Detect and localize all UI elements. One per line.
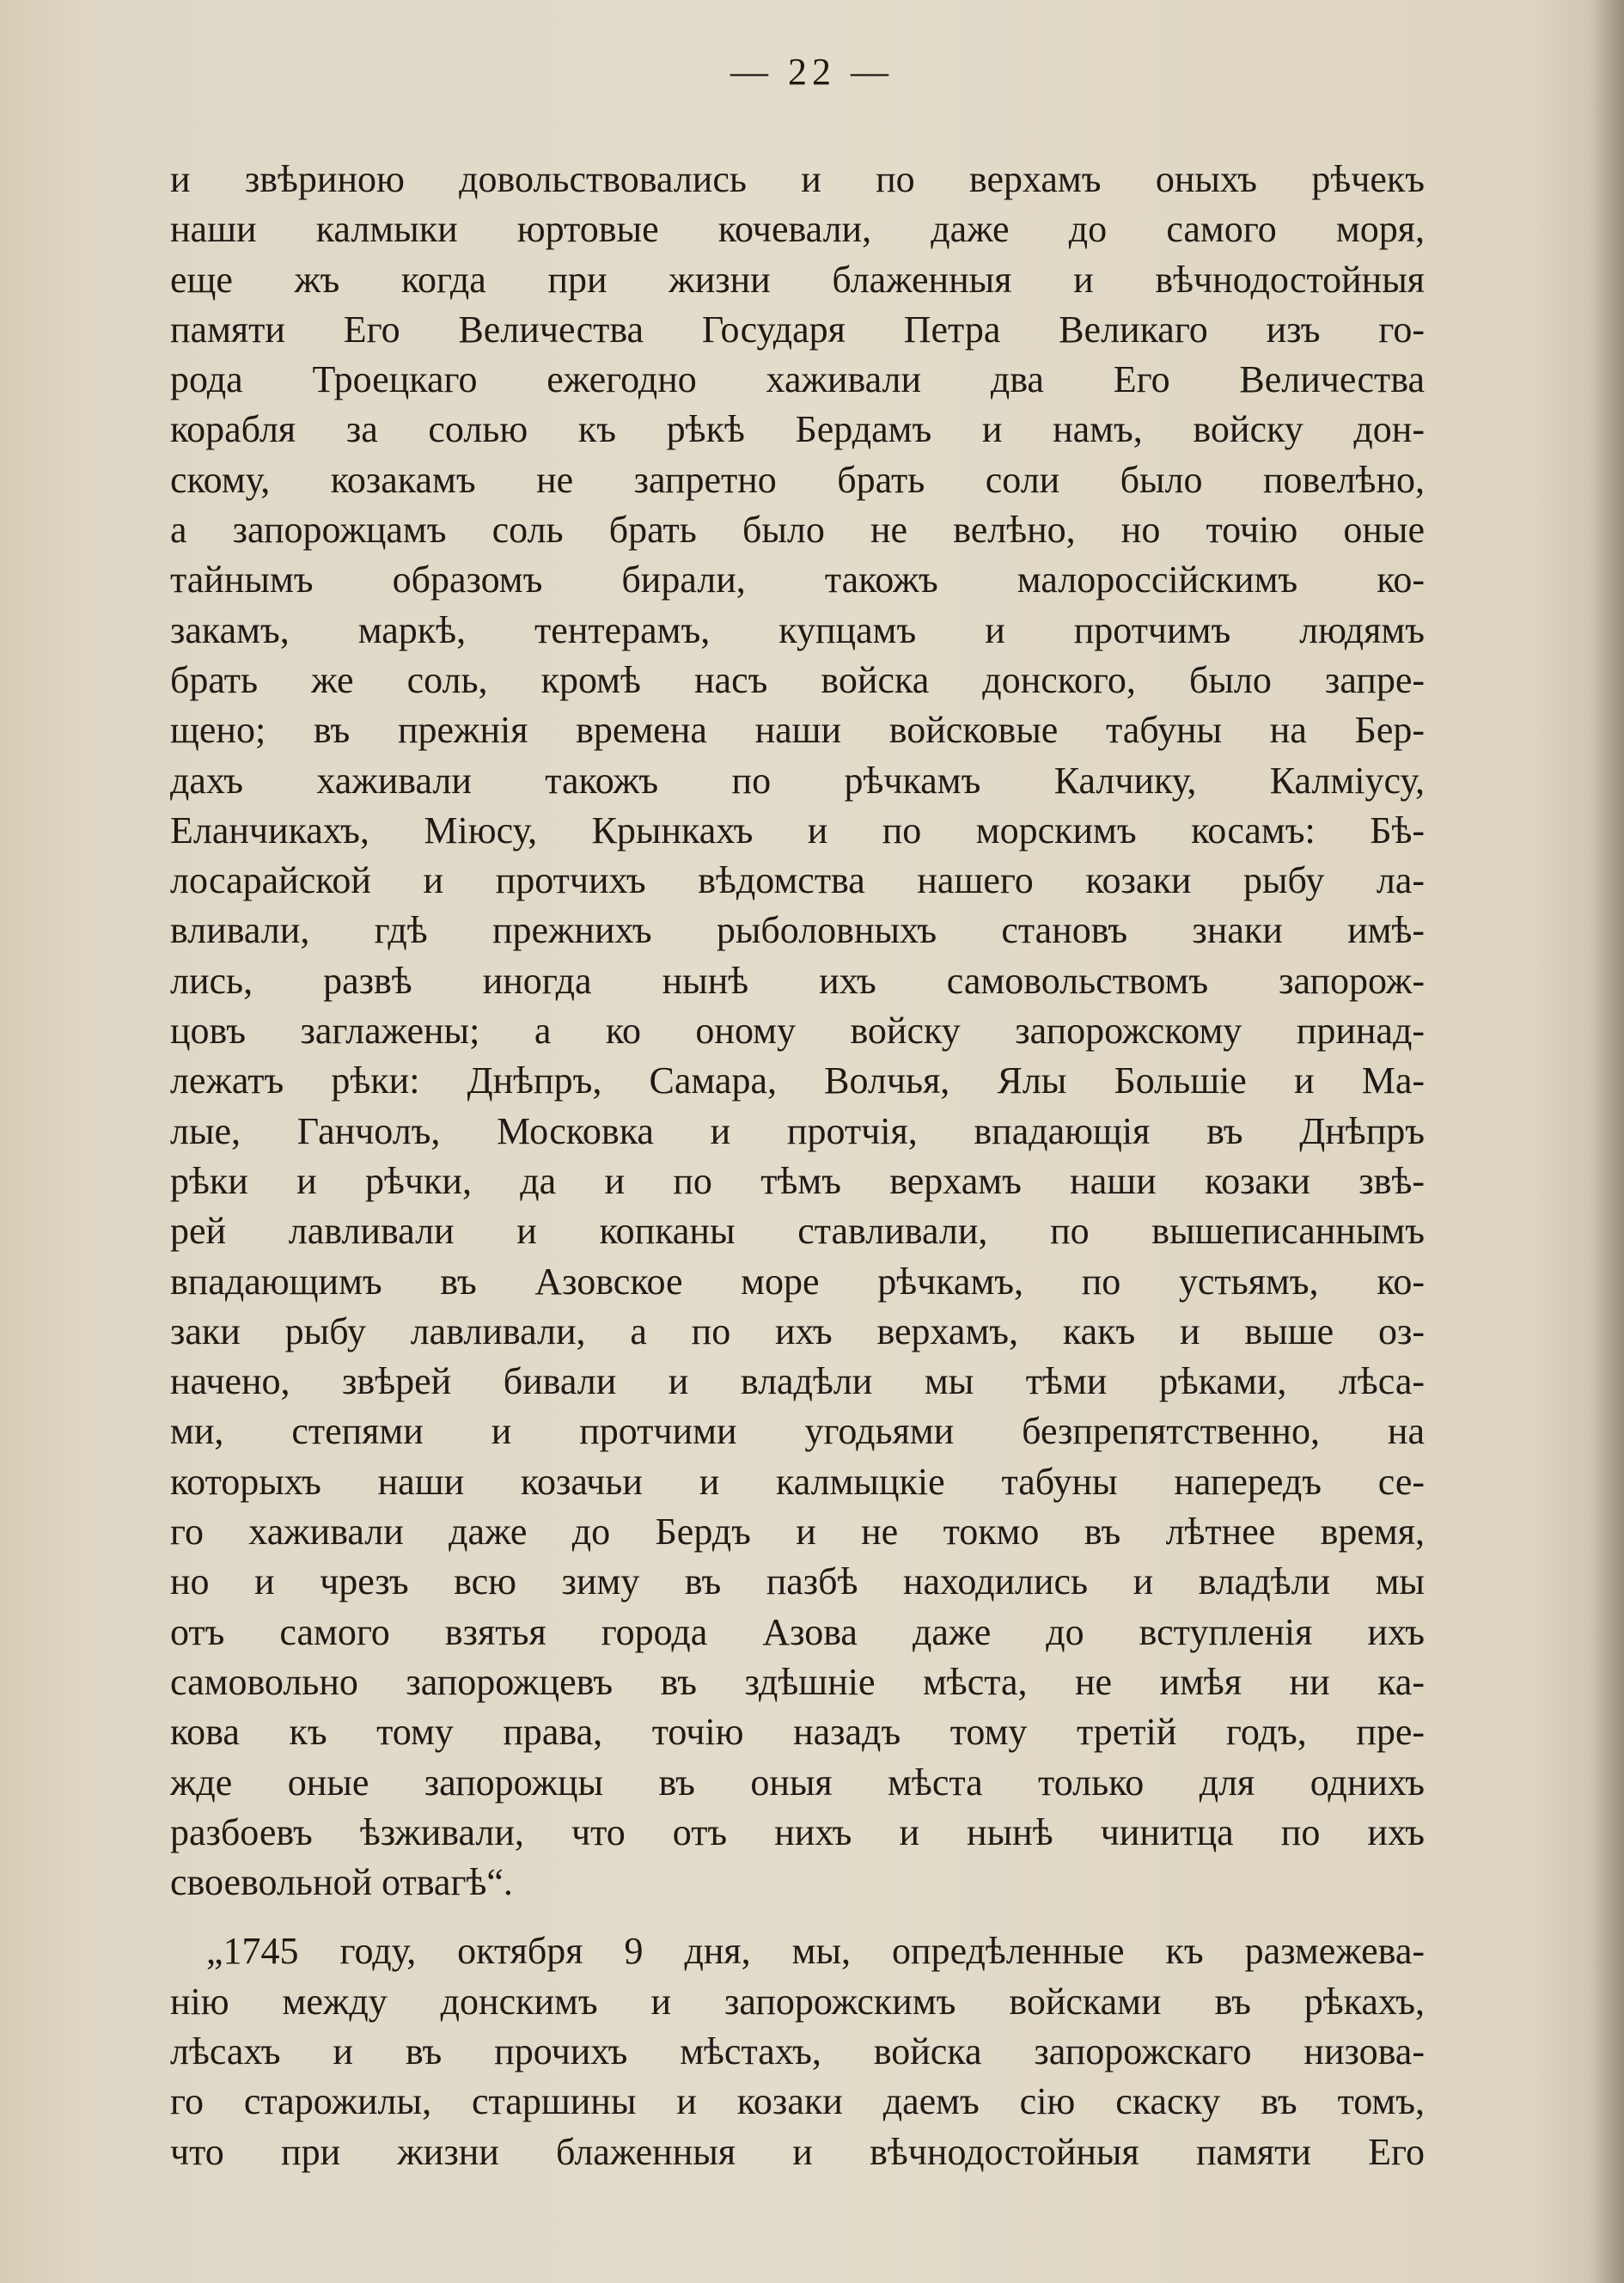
text-line: жде оные запорожцы въ оныя мѣста только для однихъ <box>170 1761 1425 1804</box>
text-line: самовольно запорожцевъ въ здѣшніе мѣста, не имѣя ни ка- <box>170 1660 1425 1703</box>
text-line: своевольной отвагѣ“. <box>170 1861 513 1904</box>
text-line: ми, степями и протчими угодьями безпрепятственно, на <box>170 1410 1425 1453</box>
text-line: закамъ, маркѣ, тентерамъ, купцамъ и протчимъ людямъ <box>170 608 1425 651</box>
text-line: еще жъ когда при жизни блаженныя и вѣчнодостойныя <box>170 258 1425 301</box>
text-line: наши калмыки юртовые кочевали, даже до самого моря, <box>170 208 1425 251</box>
text-line: го хаживали даже до Бердъ и не токмо въ лѣтнее время, <box>170 1511 1425 1554</box>
text-line: начено, звѣрей бивали и владѣли мы тѣми рѣками, лѣса- <box>170 1360 1425 1403</box>
text-line: что при жизни блаженныя и вѣчнодостойныя памяти Его <box>170 2130 1425 2173</box>
page-edge-shadow <box>1590 0 1624 2283</box>
paragraph <box>170 155 1425 1908</box>
text-line: кова къ тому права, точію назадъ тому третій годъ, пре- <box>170 1711 1425 1754</box>
text-line: рода Троецкаго ежегодно хаживали два Его Величества <box>170 358 1425 401</box>
text-line: лые, Ганчолъ, Московка и протчія, впадающія въ Днѣпръ <box>170 1109 1425 1152</box>
text-line: тайнымъ образомъ бирали, такожъ малороссійскимъ ко- <box>170 559 1425 601</box>
text-line: нію между донскимъ и запорожскимъ войсками въ рѣкахъ, <box>170 1980 1425 2023</box>
text-line: заки рыбу лавливали, а по ихъ верхамъ, какъ и выше оз- <box>170 1309 1425 1352</box>
text-line: корабля за солью къ рѣкѣ Бердамъ и намъ, войску дон- <box>170 408 1425 451</box>
paragraph-gap <box>170 1908 1425 1926</box>
text-line: лежатъ рѣки: Днѣпръ, Самара, Волчья, Ялы Большіе и Ма- <box>170 1059 1425 1102</box>
text-line: а запорожцамъ соль брать было не велѣно, но точію оные <box>170 509 1425 552</box>
text-line: памяти Его Величества Государя Петра Великаго изъ го- <box>170 308 1425 351</box>
text-line: впадающимъ въ Азовское море рѣчкамъ, по устьямъ, ко- <box>170 1260 1425 1303</box>
text-line: разбоевъ ѣзживали, что отъ нихъ и нынѣ чинитца по ихъ <box>170 1810 1425 1853</box>
text-line: рѣки и рѣчки, да и по тѣмъ верхамъ наши козаки звѣ- <box>170 1159 1425 1202</box>
text-line: вливали, гдѣ прежнихъ рыболовныхъ становъ знаки имѣ- <box>170 909 1425 952</box>
text-line: Еланчикахъ, Міюсу, Крынкахъ и по морскимъ косамъ: Бѣ- <box>170 809 1425 852</box>
text-line: го старожилы, старшины и козаки даемъ сію скаску въ томъ, <box>170 2080 1425 2123</box>
text-line: лѣсахъ и въ прочихъ мѣстахъ, войска запорожскаго низова- <box>170 2030 1425 2072</box>
body-text <box>170 155 1425 2177</box>
text-line: щено; въ прежнія времена наши войсковые табуны на Бер- <box>170 709 1425 752</box>
text-line: лосарайской и протчихъ вѣдомства нашего козаки рыбу ла- <box>170 859 1425 902</box>
text-line: цовъ заглажены; а ко оному войску запорожскому принад- <box>170 1010 1425 1053</box>
text-line: которыхъ наши козачьи и калмыцкіе табуны напередъ се- <box>170 1460 1425 1503</box>
text-line: но и чрезъ всю зиму въ пазбѣ находились и владѣли мы <box>170 1560 1425 1603</box>
paragraph <box>170 1926 1425 2176</box>
text-line: скому, козакамъ не запретно брать соли было повелѣно, <box>170 458 1425 501</box>
text-line: и звѣриною довольствовались и по верхамъ оныхъ рѣчекъ <box>170 158 1425 200</box>
text-line: лись, развѣ иногда нынѣ ихъ самовольствомъ запорож- <box>170 959 1425 1002</box>
text-line: дахъ хаживали такожъ по рѣчкамъ Калчику, Калміусу, <box>170 759 1425 802</box>
text-line: отъ самого взятья города Азова даже до вступленія ихъ <box>170 1610 1425 1653</box>
text-line: „1745 году, октября 9 дня, мы, опредѣленные къ размежева- <box>206 1930 1425 1973</box>
text-line: брать же соль, кромѣ насъ войска донского, было запре- <box>170 658 1425 701</box>
text-line: рей лавливали и копканы ставливали, по вышеписаннымъ <box>170 1210 1425 1253</box>
page-number: — 22 — <box>730 51 894 93</box>
